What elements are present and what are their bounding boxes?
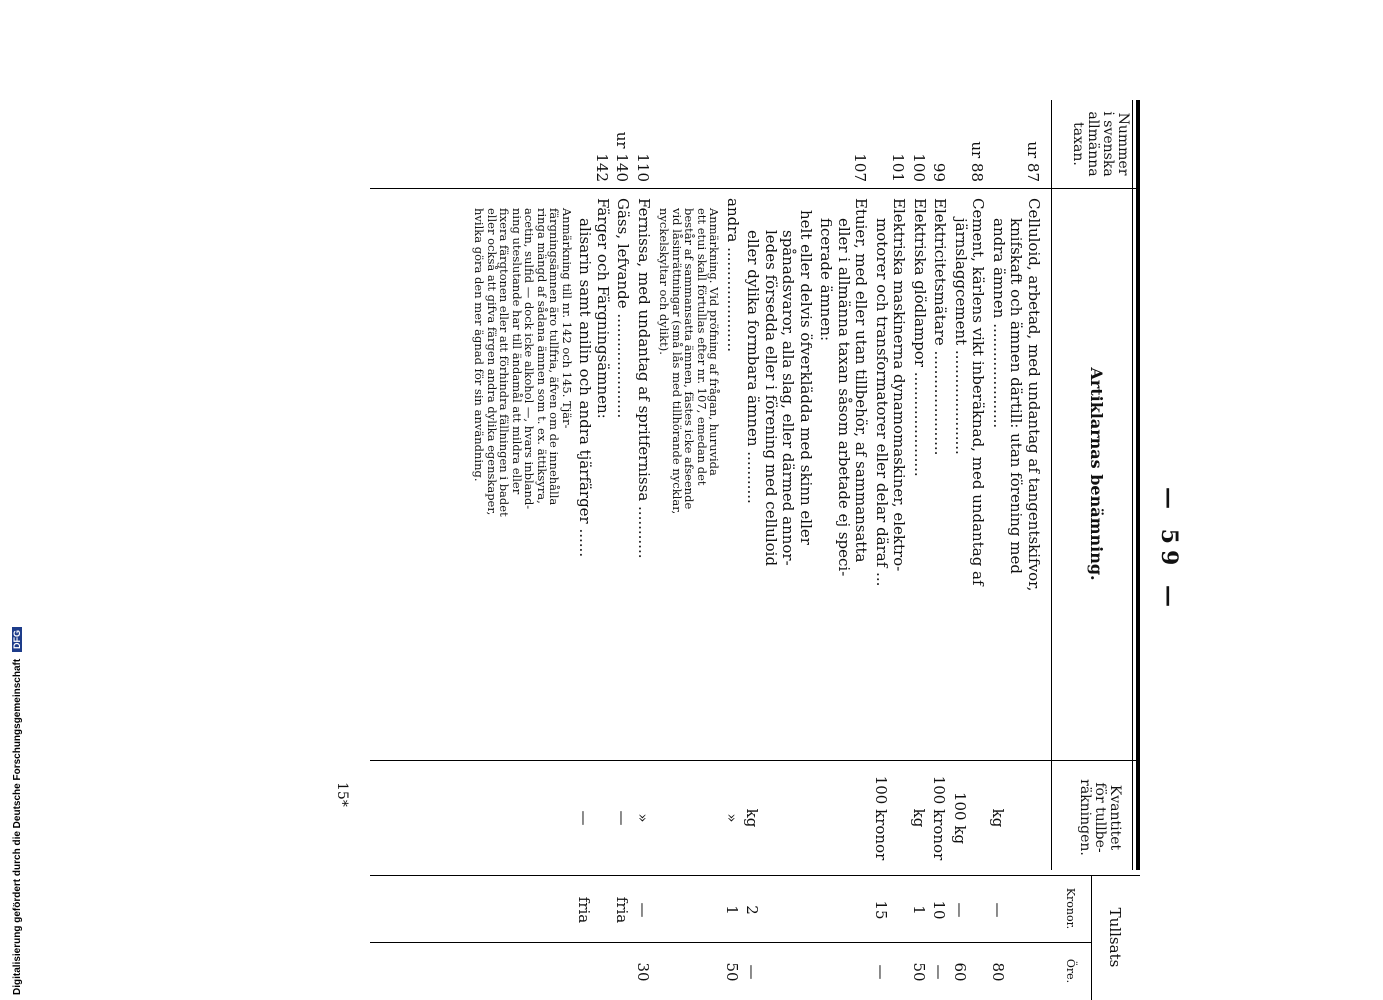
row-ore: 50 — [723, 962, 741, 982]
column-divider — [370, 188, 1140, 189]
row-ore: 60 — [951, 962, 969, 982]
digitization-text: Digitalisierung gefördert durch die Deutsche Forschungsgemeinschaft — [12, 658, 23, 995]
description-line: färgningsämnen äro tullfria, äfven om de innehålla — [547, 208, 562, 506]
row-kronor: 15 — [872, 900, 890, 920]
row-description — [817, 198, 870, 758]
row-number: ur 88 — [968, 141, 987, 182]
row-kronor: — — [634, 902, 652, 918]
description-line: Anmärkning. Vid pröfning af frågan, huruvida — [707, 208, 722, 476]
table-top-rule — [1136, 100, 1140, 870]
description-line: järnslaggcement ...................... — [952, 218, 970, 455]
row-quantity: — — [575, 810, 594, 826]
row-description — [952, 198, 987, 758]
row-description — [635, 198, 653, 758]
row-number: 107 — [851, 153, 870, 182]
page-number: — 59 — — [1156, 487, 1182, 613]
row-quantity: 100 kronor — [872, 775, 890, 861]
row-kronor: fria — [613, 896, 632, 924]
row-kronor: fria — [575, 896, 594, 924]
description-line: eller i allmänna taxan såsom arbetade ej speci- — [835, 218, 853, 577]
description-line: Elektriska maskinerna dynamomaskiner, elektro- — [890, 198, 909, 572]
row-number: ur 140 — [613, 131, 632, 182]
row-number: 110 — [634, 153, 652, 182]
description-line: vid låsinrättningar (små lås med tillhörande nycklar, — [670, 208, 684, 515]
description-line: alisarin samt anilin och andra tjärfärger ...... — [576, 218, 595, 558]
row-description — [724, 198, 742, 758]
description-line: Elektricitetsmätare ...................... — [931, 198, 950, 456]
footer-mark: 15* — [334, 782, 350, 807]
row-number: 100 — [910, 153, 928, 182]
row-ore: — — [743, 964, 762, 980]
row-number: ur 87 — [1024, 141, 1042, 182]
row-quantity: » — [723, 813, 741, 823]
row-quantity: kg — [743, 808, 762, 828]
description-line: ficerade ämnen: — [817, 218, 836, 342]
description-line: ledes försedda eller i förening med celluloid — [762, 230, 780, 567]
header-kvantitet: Kvantitet för tullbe- räkningen. — [1077, 779, 1123, 856]
description-line: andra ...................... — [724, 198, 742, 352]
header-ore: Öre. — [1064, 958, 1077, 984]
description-line: fixera färgtonen eller att förhindra fällningen i badet — [497, 208, 512, 517]
rotated-page — [334, 100, 1182, 984]
row-description — [614, 198, 632, 758]
description-line: andra ämnen ...................... — [990, 218, 1008, 429]
description-line: ning uteslutande har till ändamål att mildra eller — [510, 208, 524, 495]
row-kronor: — — [951, 902, 969, 918]
header-tullsats: Tullsats — [1106, 907, 1124, 968]
description-line: Cement, kärlens vikt inberäknad, med undantag af — [969, 198, 988, 586]
row-kronor: 2 — [743, 905, 762, 915]
row-kronor: 1 — [723, 905, 741, 915]
row-description — [873, 198, 908, 758]
header-bottom-rule — [1051, 100, 1052, 870]
row-ore: 80 — [989, 962, 1007, 982]
row-ore: 50 — [910, 962, 928, 982]
row-ore: 30 — [634, 962, 652, 982]
row-kronor: — — [989, 902, 1007, 918]
description-line: består af sammansatta ämnen, fästes icke afseende — [682, 208, 697, 510]
row-ore: — — [930, 964, 949, 980]
description-line: Etuier, med eller utan tillbehör, af sammansatta — [852, 198, 871, 563]
description-line: nyckelskyltar och dylikt). — [657, 208, 672, 355]
row-quantity: kg — [910, 808, 928, 828]
row-description — [576, 198, 611, 758]
description-line: Gäss, lefvande ...................... — [614, 198, 633, 419]
header-nummer: Nummer i svenska allmänna taxan. — [1070, 111, 1131, 177]
row-quantity: 100 kronor — [930, 775, 949, 861]
digitization-note — [12, 627, 23, 995]
row-number: 99 — [930, 162, 949, 182]
description-line: spånadsvaror, alla slag, eller därmed annor- — [779, 230, 798, 566]
row-quantity: kg — [989, 808, 1007, 828]
description-line: knifskaft och ämnen därtill: utan förening med — [1007, 218, 1026, 575]
description-line: acetin, sulfid — dock icke alkohol —, hvars inbland- — [522, 208, 537, 510]
header-benamning: Artiklarnas benämning. — [1087, 367, 1106, 581]
description-line: Elektriska glödlampor ...................... — [911, 198, 929, 477]
dfg-logo: DFG — [12, 627, 22, 652]
row-number: 142 — [593, 153, 611, 182]
row-description — [931, 198, 949, 758]
description-line: hvilka göra den mer ägnad för sin användning. — [472, 208, 487, 482]
header-kronor: Kronor. — [1064, 887, 1077, 930]
description-line: eller också att gifva färgen andra dylika egenskaper, — [485, 208, 499, 516]
description-line: Celluloid, arbetad, med undantag af tangentskifvor, — [1025, 198, 1043, 592]
description-line: Fernissa, med undantag af spritfernissa ........... — [635, 198, 653, 559]
row-description — [911, 198, 929, 758]
row-note — [473, 198, 573, 753]
row-description — [744, 198, 814, 770]
description-line: eller dylika formbara ämnen ........... — [744, 230, 763, 504]
table-top-rule-thin — [1132, 100, 1133, 870]
row-quantity: — — [613, 810, 632, 826]
row-description — [990, 198, 1043, 758]
row-ore: — — [872, 964, 890, 980]
description-line: helt eller delvis öfverklädda med skinn eller — [797, 210, 815, 545]
column-divider — [370, 875, 1140, 876]
description-line: ringa mängd af sådana ämnen som t. ex. ättiksyra, — [535, 208, 549, 504]
description-line: Anmärkning till nr. 142 och 145. Tjär- — [560, 208, 574, 429]
description-line: ett etui skall förtullas efter nr. 107, emedan det — [695, 208, 709, 486]
row-kronor: 1 — [910, 905, 928, 915]
tullsats-subrule — [1091, 875, 1092, 1000]
description-line: Färger och Färgningsämnen: — [594, 198, 612, 419]
description-line: motorer och transformatorer eller delar däraf ... — [873, 218, 891, 587]
row-note — [658, 198, 721, 753]
row-quantity: 100 kg — [951, 791, 969, 845]
column-divider — [370, 942, 1092, 943]
row-quantity: » — [634, 813, 652, 823]
row-kronor: 10 — [930, 900, 949, 920]
row-number: 101 — [889, 153, 908, 182]
